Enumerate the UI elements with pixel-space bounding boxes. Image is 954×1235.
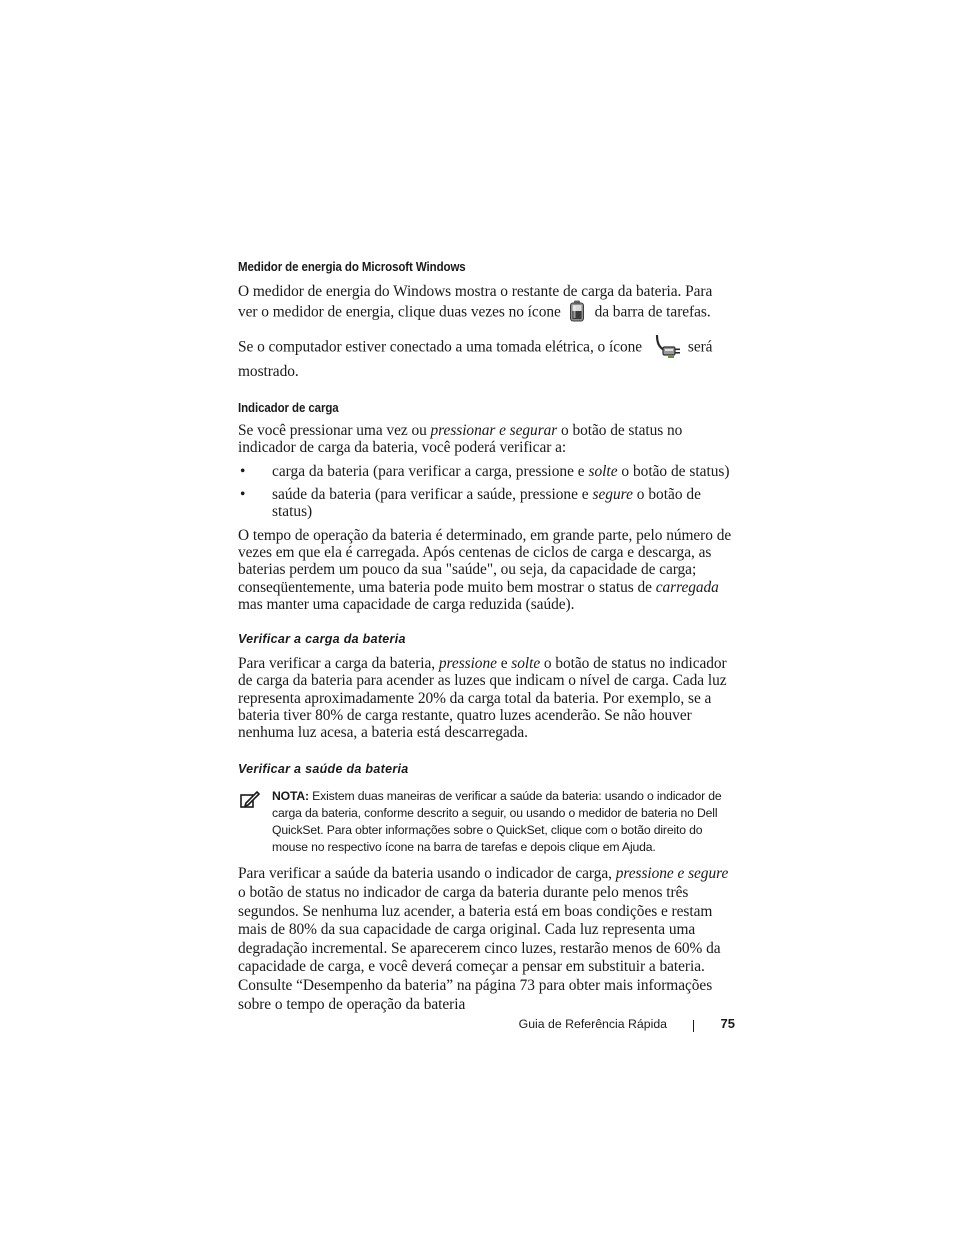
check-options-list: [238, 463, 735, 521]
paragraph-charge-intro: Se você pressionar uma vez ou pressionar e segurar o botão de status no indicador de carga da bateria, você poderá verificar a:: [238, 422, 683, 457]
section-heading-power-meter: Medidor de energia do Microsoft Windows: [238, 260, 466, 274]
paragraph-check-charge: Para verificar a carga da bateria, pressione e solte o botão de status no indicador de carga da bateria para acender as luzes que indicam o nível de carga. Cada luz representa aproximadamente 20% da carga total da bateria. Por exemplo, se a bateria tiver 80% de carga restante, quatro luzes acenderão. Se não houver nenhuma luz acesa, a bateria está descarregada.: [238, 655, 727, 742]
battery-icon: [569, 300, 585, 326]
section-heading-check-health: Verificar a saúde da bateria: [238, 761, 409, 776]
page-footer: [238, 1015, 735, 1035]
note-text: NOTA: Existem duas maneiras de verificar a saúde da bateria: usando o indicador de carga da bateria, conforme descrito a seguir, ou usando o medidor de bateria no Dell QuickSet. Para obter informações sobre o QuickSet, clique com o botão direito do mouse no respectivo ícone na barra de tarefas e depois clique em Ajuda.: [272, 788, 722, 855]
footer-separator: [693, 1020, 694, 1032]
bullet-icon: •: [240, 486, 246, 504]
list-item: • carga da bateria (para verificar a carga, pressione e solte o botão de status): [240, 462, 730, 480]
footer-title: Guia de Referência Rápida: [518, 1017, 667, 1031]
paragraph-battery-life: O tempo de operação da bateria é determinado, em grande parte, pelo número de vezes em que ela é carregada. Após centenas de ciclos de carga e descarga, as baterias perdem um pouco da sua "saúde", ou seja, da capacidade de carga; conseqüentemente, uma bateria pode muito bem mostrar o status de carregada mas manter uma capacidade de carga reduzida (saúde).: [238, 526, 732, 613]
page-number: 75: [720, 1016, 735, 1031]
section-heading-charge-indicator: Indicador de carga: [238, 401, 339, 416]
pencil-note-icon: [240, 790, 260, 813]
paragraph-ac-plug: Se o computador estiver conectado a uma tomada elétrica, o ícone será mostrado.: [238, 333, 735, 381]
bullet-icon: •: [240, 462, 246, 480]
section-heading-check-charge: Verificar a carga da bateria: [238, 632, 406, 647]
page-content: [238, 258, 735, 1014]
paragraph-check-health: Para verificar a saúde da bateria usando o indicador de carga, pressione e segure o botão de status no indicador de carga da bateria durante pelo menos três segundos. Se nenhuma luz acender, a bateria está em boas condições e restam mais de 80% da sua capacidade de carga original. Cada luz representa uma degradação incremental. Se aparecerem cinco luzes, restarão menos de 60% da capacidade de carga, e você deverá começar a pensar em substituir a bateria. Consulte “Desempenho da bateria” na página 73 para obter mais informações sobre o tempo de operação da bateria: [238, 865, 729, 1013]
note-label: NOTA:: [272, 788, 309, 803]
paragraph-power-meter: O medidor de energia do Windows mostra o restante de carga da bateria. Para ver o medidor de energia, clique duas vezes no ícone da barra de tarefas.: [238, 283, 735, 327]
list-item: • saúde da bateria (para verificar a saúde, pressione e segure o botão de status): [240, 486, 701, 521]
note-box: [238, 788, 735, 857]
ac-plug-icon: [654, 333, 682, 363]
